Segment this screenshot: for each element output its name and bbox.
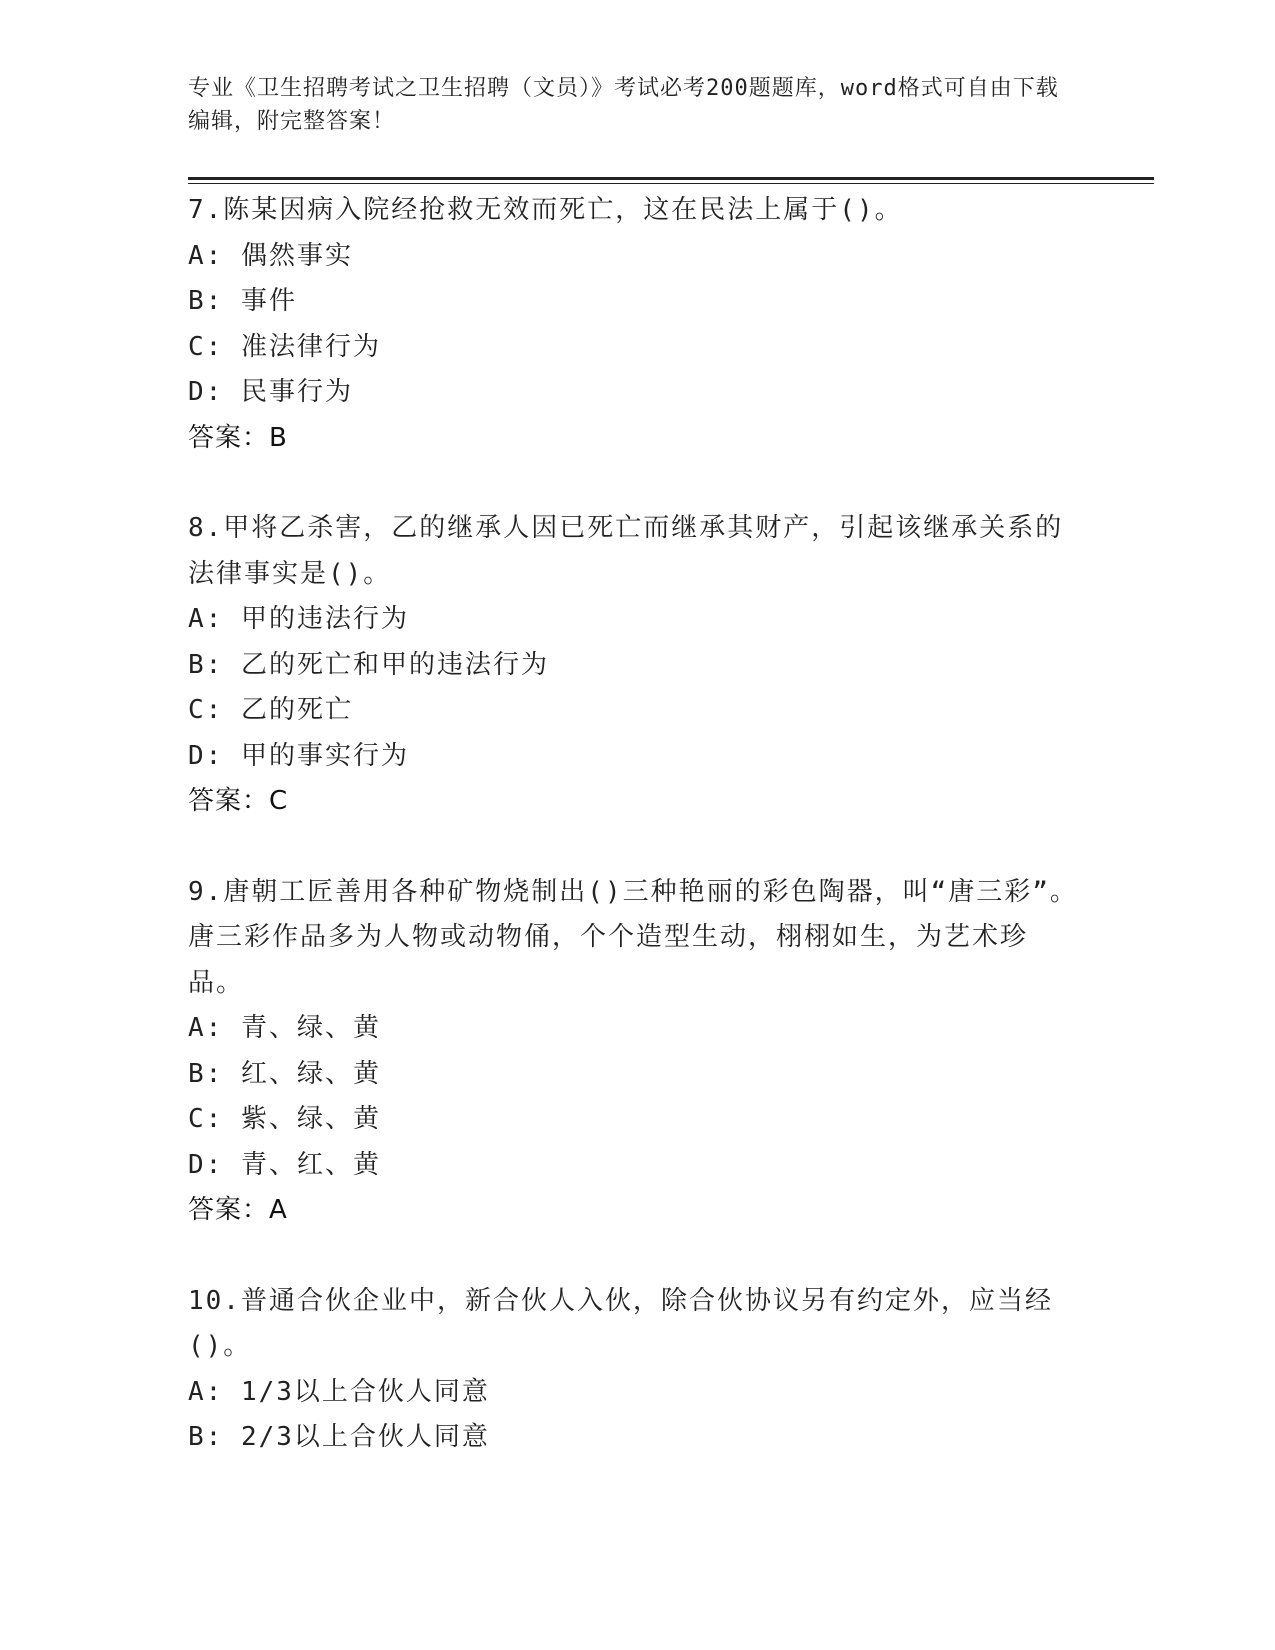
option-d: D: 青、红、黄 bbox=[188, 1149, 381, 1180]
option-b: B: 2/3以上合伙人同意 bbox=[188, 1422, 490, 1452]
option-b: B: 事件 bbox=[188, 286, 297, 316]
question-7 bbox=[188, 188, 1078, 461]
option-a: A: 偶然事实 bbox=[188, 240, 353, 271]
option-c: C: 乙的死亡 bbox=[188, 695, 353, 725]
question-10 bbox=[188, 1279, 1078, 1461]
question-8 bbox=[188, 506, 1078, 825]
answer-line: 答案：C bbox=[188, 786, 289, 816]
option-d: D: 民事行为 bbox=[188, 377, 353, 407]
question-stem: 7.陈某因病入院经抢救无效而死亡，这在民法上属于()。 bbox=[188, 195, 903, 225]
document-header: 专业《卫生招聘考试之卫生招聘（文员）》考试必考200题题库，word格式可自由下载编辑，附完整答案！ bbox=[188, 76, 1059, 134]
option-d: D: 甲的事实行为 bbox=[188, 740, 409, 771]
option-a: A: 1/3以上合伙人同意 bbox=[188, 1376, 490, 1407]
question-9 bbox=[188, 870, 1078, 1234]
question-stem: 8.甲将乙杀害，乙的继承人因已死亡而继承其财产，引起该继承关系的法律事实是()。 bbox=[188, 513, 1064, 589]
question-stem: 9.唐朝工匠善用各种矿物烧制出()三种艳丽的彩色陶器，叫“唐三彩”。唐三彩作品多为人物或动物俑，个个造型生动，栩栩如生，为艺术珍品。 bbox=[188, 876, 1078, 998]
answer-line: 答案：A bbox=[188, 1195, 288, 1225]
answer-line: 答案：B bbox=[188, 422, 288, 453]
option-c: C: 紫、绿、黄 bbox=[188, 1104, 381, 1134]
option-a: A: 甲的违法行为 bbox=[188, 604, 409, 634]
header-rule-thin bbox=[188, 183, 1154, 184]
question-stem: 10.普通合伙企业中，新合伙人入伙，除合伙协议另有约定外，应当经()。 bbox=[188, 1285, 1053, 1361]
option-b: B: 乙的死亡和甲的违法行为 bbox=[188, 649, 549, 680]
option-c: C: 准法律行为 bbox=[188, 331, 381, 362]
header-rule-thick bbox=[188, 177, 1154, 180]
option-a: A: 青、绿、黄 bbox=[188, 1013, 381, 1043]
option-b: B: 红、绿、黄 bbox=[188, 1058, 381, 1089]
question-list bbox=[188, 188, 1078, 1506]
